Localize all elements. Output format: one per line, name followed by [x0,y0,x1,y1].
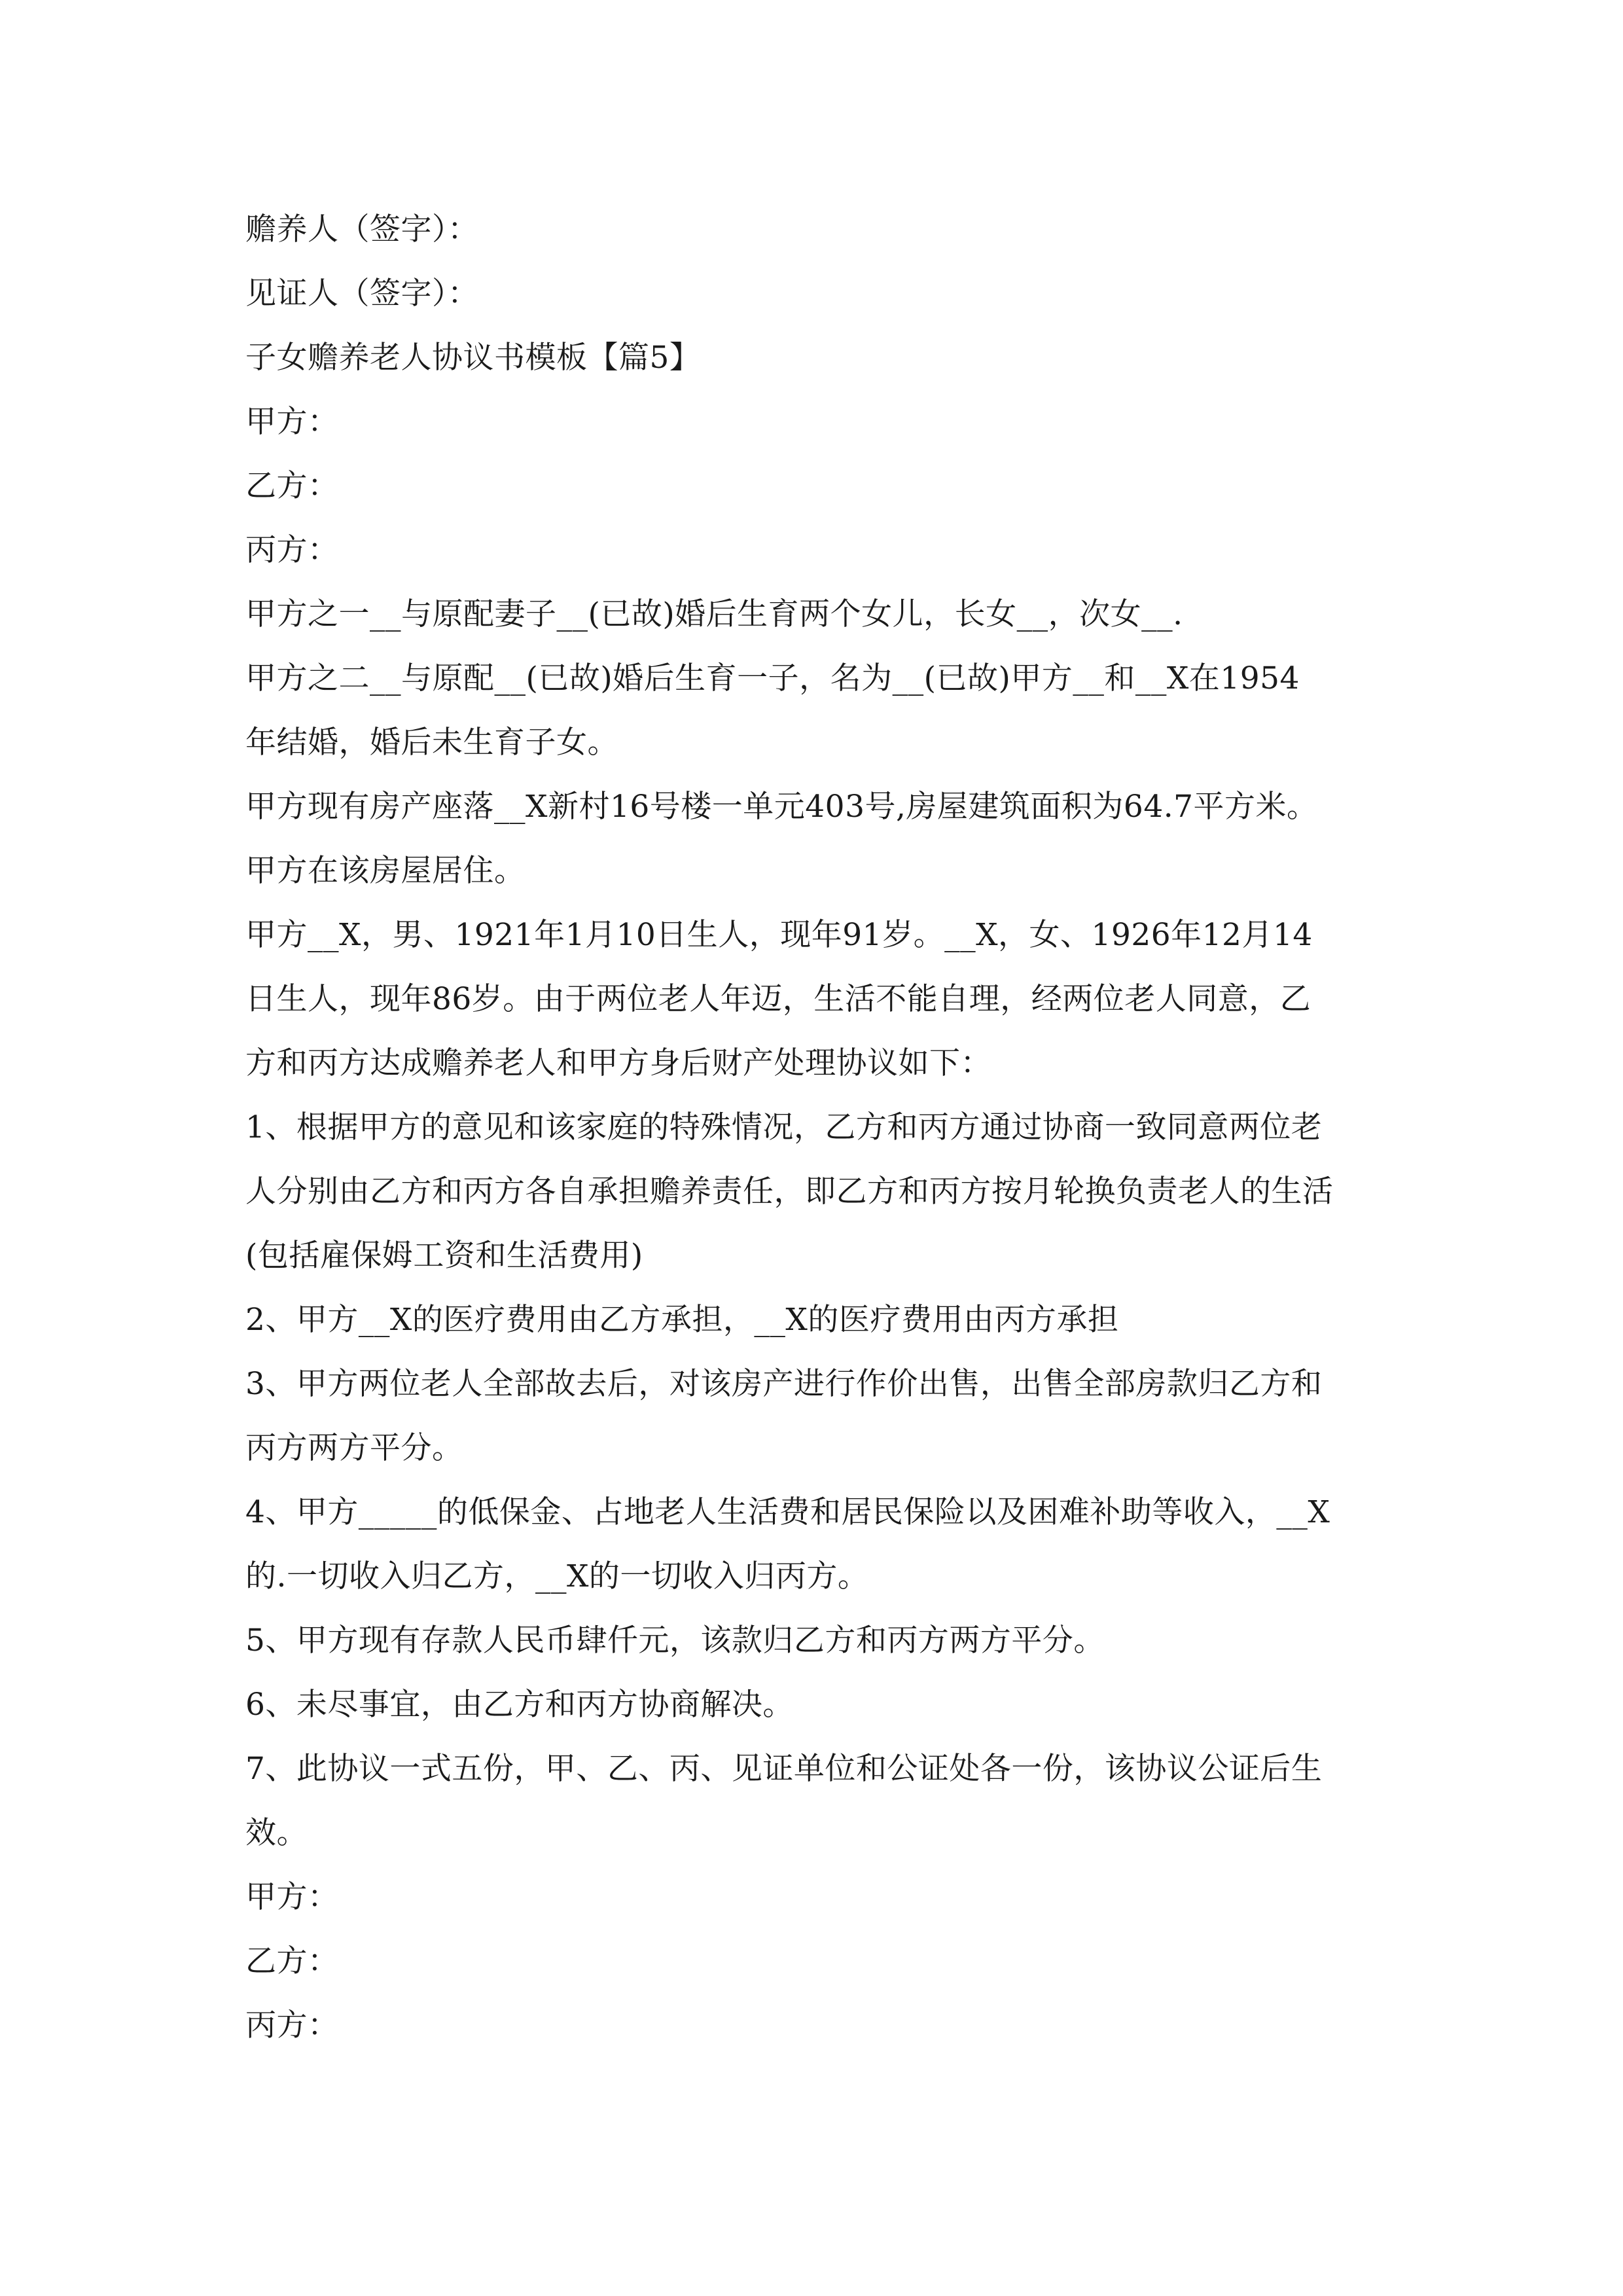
document-body [245,198,1379,2058]
clause-1-line: 人分别由乙方和丙方各自承担赡养责任，即乙方和丙方按月轮换负责老人的生活 [245,1174,1334,1210]
clause-6-line: 6、未尽事宜，由乙方和丙方协商解决。 [245,1687,794,1723]
paragraph-line: 甲方__X，男、1921年1月10日生人，现年91岁。__X，女、1926年12月14 [245,917,1313,953]
supporter-signature-line: 赡养人（签字）： [245,211,479,247]
clause-4-line: 的.一切收入归乙方，__X的一切收入归丙方。 [245,1558,869,1594]
party-c-line: 丙方： [245,532,339,568]
party-a-signature-line: 甲方： [245,1879,339,1915]
witness-signature-line: 见证人（签字）： [245,276,479,312]
paragraph-line: 年结婚，婚后未生育子女。 [245,725,618,761]
clause-7-line: 7、此协议一式五份，甲、乙、丙、见证单位和公证处各一份，该协议公证后生 [245,1751,1323,1787]
clause-3-line: 丙方两方平分。 [245,1430,463,1466]
paragraph-line: 日生人，现年86岁。由于两位老人年迈，生活不能自理，经两位老人同意，乙 [245,981,1311,1017]
party-b-signature-line: 乙方： [245,1943,339,1979]
clause-4-line: 4、甲方_____的低保金、占地老人生活费和居民保险以及困难补助等收入，__X [245,1494,1330,1530]
paragraph-line: 甲方之一__与原配妻子__(已故)婚后生育两个女儿，长女__，次女__. [245,596,1183,632]
paragraph-line: 甲方之二__与原配__(已故)婚后生育一子，名为__(已故)甲方__和__X在1954 [245,660,1300,696]
paragraph-line: 方和丙方达成赡养老人和甲方身后财产处理协议如下： [245,1045,991,1081]
clause-7-line: 效。 [245,1815,308,1851]
paragraph-line: 甲方在该房屋居住。 [245,853,526,889]
party-b-line: 乙方： [245,468,339,504]
clause-2-line: 2、甲方__X的医疗费用由乙方承担，__X的医疗费用由丙方承担 [245,1302,1119,1338]
section-title: 子女赡养老人协议书模板【篇5】 [245,340,701,376]
clause-1-line: (包括雇保姆工资和生活费用) [245,1238,643,1274]
clause-3-line: 3、甲方两位老人全部故去后，对该房产进行作价出售，出售全部房款归乙方和 [245,1366,1323,1402]
clause-5-line: 5、甲方现有存款人民币肆仟元，该款归乙方和丙方两方平分。 [245,1623,1105,1659]
paragraph-line: 甲方现有房产座落__X新村16号楼一单元403号,房屋建筑面积为64.7平方米。 [245,789,1318,825]
party-a-line: 甲方： [245,404,339,440]
clause-1-line: 1、根据甲方的意见和该家庭的特殊情况，乙方和丙方通过协商一致同意两位老 [245,1109,1323,1145]
party-c-signature-line: 丙方： [245,2007,339,2043]
